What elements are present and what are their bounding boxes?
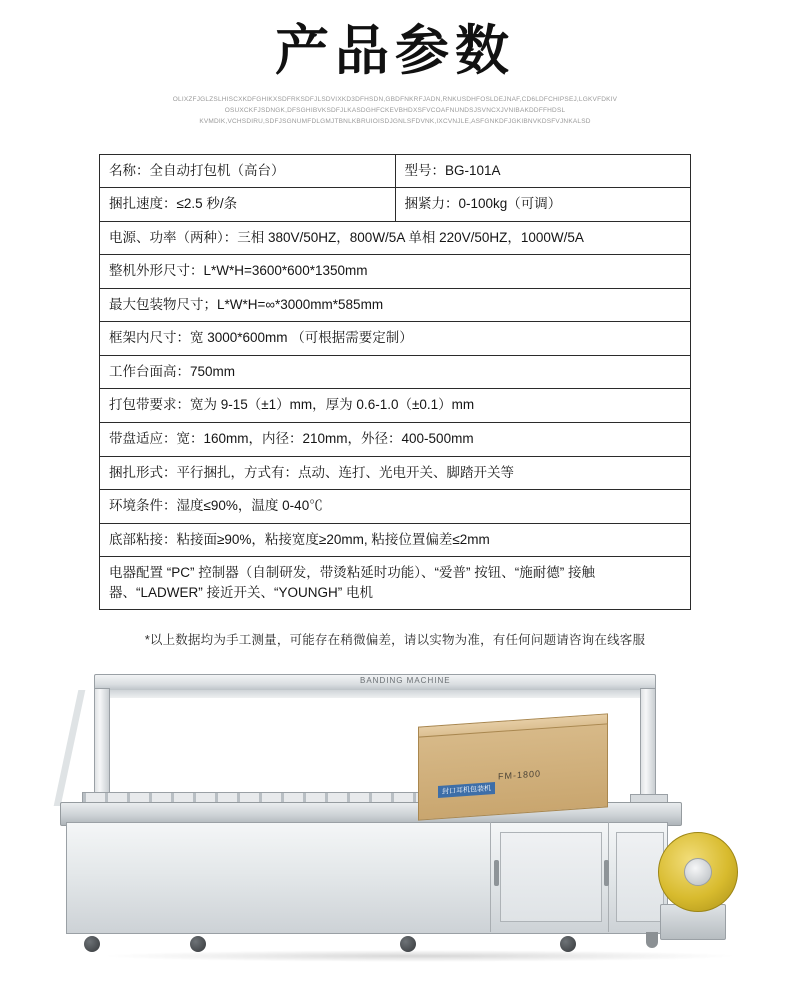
table-row: [100, 557, 691, 610]
spec-cell-max-package: 最大包装物尺寸；L*W*H=∞*3000mm*585mm: [100, 288, 691, 322]
machine-frame-diagonal-left: [54, 690, 132, 806]
cabinet-seam-1: [490, 822, 491, 932]
table-row: [100, 490, 691, 524]
spec-cell-coil-fit: 带盘适应：宽：160mm，内径：210mm，外径：400-500mm: [100, 423, 691, 457]
page-title: 产品参数: [275, 21, 515, 81]
decorative-subtext-block: [0, 95, 790, 127]
spec-cell-dimensions: 整机外形尺寸：L*W*H=3600*600*1350mm: [100, 255, 691, 289]
spec-cell-speed: 捆扎速度：≤2.5 秒/条: [100, 188, 396, 222]
spec-cell-tension: 捆紧力：0-100kg（可调）: [395, 188, 691, 222]
subtext-line-1: OLIXZFJGLZSLHISCXKDFGHIKXSDFRKSDFJLSDVIXKD3DFHSDN,GBDFNKRFJADN,RNKUSDHFOSLDEJNAF,CD6LDFCHIPSEJ,LGKVFDKIV: [172, 96, 618, 104]
spec-cell-model: 型号：BG-101A: [395, 154, 691, 188]
table-row: [100, 288, 691, 322]
table-row: [100, 355, 691, 389]
subtext-line-2: OSUXCKFJSDNGK,DFSGHIBVKSDFJLKASDGHFCKEVBHDXSFVCOAFNUNDSJSVNCXJVNIBAKDDFFHDSL: [224, 107, 566, 115]
table-row: [100, 423, 691, 457]
subtext-line-3: KVMDIK,VCHSDIRU,SDFJSGNUMFDLGMJTBNLKBRUIOISDJGNLSFDVNK,IXCVNJLE,ASFGNKDFJGKIBNVKDSFVJNKALSD: [199, 117, 591, 125]
spec-cell-binding-mode: 捆扎形式：平行捆扎，方式有：点动、连打、光电开关、脚踏开关等: [100, 456, 691, 490]
caster-wheel-1: [84, 936, 100, 952]
table-row: [100, 322, 691, 356]
machine-frame-post-right: [640, 688, 656, 808]
spec-cell-power: 电源、功率（两种）：三相 380V/50HZ，800W/5A 单相 220V/50HZ，1000W/5A: [100, 221, 691, 255]
specification-table: [99, 154, 691, 611]
table-row: [100, 255, 691, 289]
table-row: [100, 389, 691, 423]
spec-table-body: [100, 154, 691, 610]
product-spec-page: [0, 22, 790, 987]
measurement-disclaimer: *以上数据均为手工测量，可能存在稍微偏差，请以实物为准，有任何问题请咨询在线客服: [144, 633, 646, 648]
machine-top-logo: BANDING MACHINE: [360, 676, 451, 686]
support-foot: [646, 932, 658, 948]
spec-cell-frame-inner: 框架内尺寸：宽 3000*600mm （可根据需要定制）: [100, 322, 691, 356]
spec-cell-environment: 环境条件：湿度≤90%，温度 0-40℃: [100, 490, 691, 524]
cabinet-handle-2: [604, 860, 609, 886]
table-row: [100, 456, 691, 490]
cabinet-door-left: [500, 832, 602, 922]
strapping-machine-illustration: [60, 674, 740, 974]
carton-model-label: FM-1800: [498, 768, 542, 782]
table-row: [100, 154, 691, 188]
spec-cell-table-height: 工作台面高：750mm: [100, 355, 691, 389]
cabinet-handle-1: [494, 860, 499, 886]
machine-shadow: [100, 950, 740, 962]
spec-cell-strap-requirement: 打包带要求：宽为 9-15（±1）mm，厚为 0.6-1.0（±0.1）mm: [100, 389, 691, 423]
cabinet-door-right: [616, 832, 664, 922]
machine-frame-top-beam-lower: [100, 690, 650, 698]
carton-tape-label: 封口耳机包装机: [438, 782, 495, 798]
product-photo: [0, 656, 790, 986]
table-row: [100, 523, 691, 557]
spec-cell-bottom-bond: 底部粘接：粘接面≥90%，粘接宽度≥20mm, 粘接位置偏差≤2mm: [100, 523, 691, 557]
table-row: [100, 221, 691, 255]
spec-cell-electrical-config: 电器配置 “PC” 控制器（自制研发，带烫粘延时功能）、“爱普” 按钮、“施耐德” 接触器、“LADWER” 接近开关、“YOUNGH” 电机: [100, 557, 691, 610]
spec-cell-name: 名称：全自动打包机（高台）: [100, 154, 396, 188]
table-row: [100, 188, 691, 222]
